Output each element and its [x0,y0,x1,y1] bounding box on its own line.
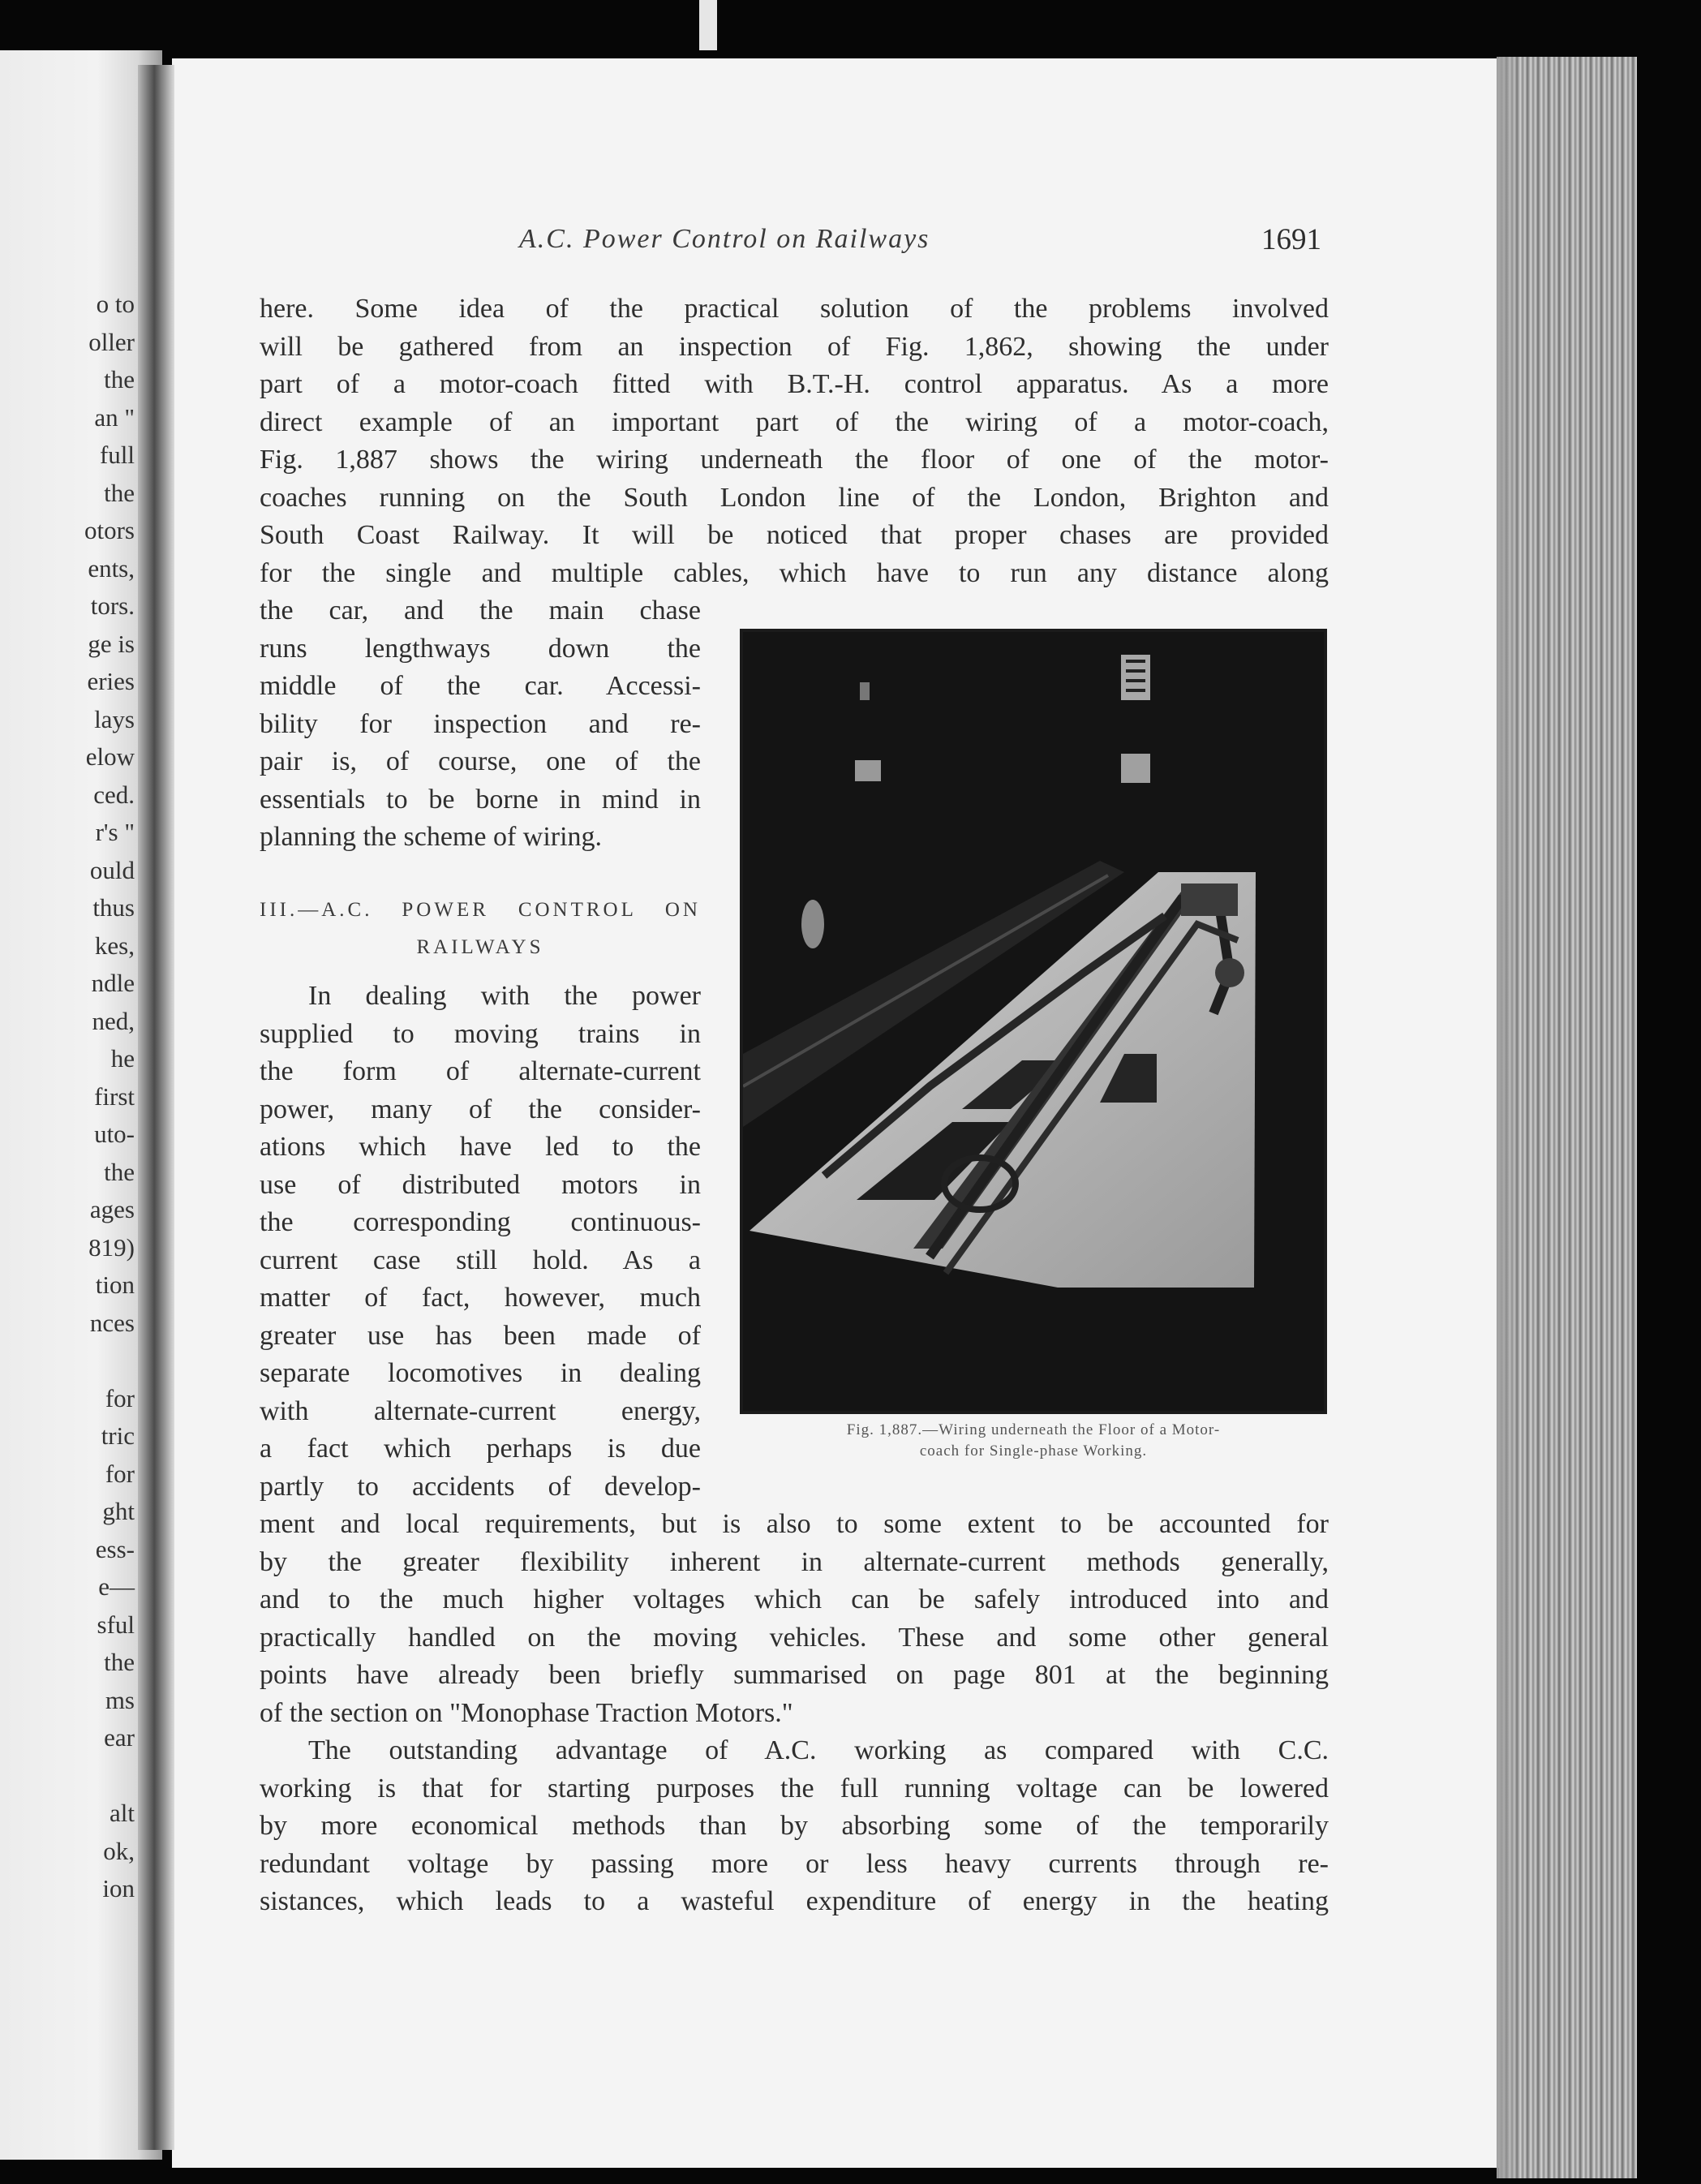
figure-caption: Fig. 1,887.—Wiring underneath the Floor of a Motor- [846,1421,1221,1438]
facing-page-fragment: r's " [95,818,135,846]
facing-page-fragment: he [110,1044,135,1073]
text-line: power, many of the consider- [260,1094,701,1124]
facing-page-fragment: thus [92,893,135,922]
text-line: partly to accidents of develop- [260,1471,701,1502]
facing-page-fragment: for [105,1383,135,1412]
facing-page-fragment: eries [87,667,135,695]
text-line: Fig. 1,887 shows the wiring underneath the floor of one of the motor- [260,445,1329,475]
text-line: a fact which perhaps is due [260,1434,701,1464]
text-line: direct example of an important part of the wiring of a motor-coach, [260,406,1329,437]
facing-page-fragment: nces [89,1308,135,1337]
text-line: by the greater flexibility inherent in alternate-current methods generally, [260,1546,1329,1577]
figure-photograph [740,629,1327,1414]
text-line: points have already been briefly summarised on page 801 at the beginning [260,1660,1329,1690]
facing-page-fragment: o to [96,290,135,318]
text-line: here. Some idea of the practical solution of the problems involved [260,294,1329,324]
text-line: greater use has been made of [260,1320,701,1351]
text-line: ations which have led to the [260,1132,701,1162]
section-heading-continued: RAILWAYS [416,936,544,958]
text-line: bility for inspection and re- [260,708,701,739]
text-line: essentials to be borne in mind in [260,784,701,815]
text-line: with alternate-current energy, [260,1395,701,1426]
text-line: matter of fact, however, much [260,1283,701,1313]
facing-page-fragment: the [104,365,135,393]
book-gutter [138,65,174,2150]
facing-page-fragment: ned, [92,1006,135,1035]
text-line: planning the scheme of wiring. [260,822,603,852]
text-line: ment and local requirements, but is also to some extent to be accounted for [260,1509,1329,1539]
facing-page-fragment: 819) [88,1232,135,1262]
facing-page-fragment: first [94,1081,135,1111]
text-line: of the section on "Monophase Traction Motors." [260,1697,793,1728]
text-line: supplied to moving trains in [260,1018,701,1049]
facing-page-fragment: tors. [90,591,135,620]
text-line: the car, and the main chase [260,595,701,626]
figure-caption-continued: coach for Single-phase Working. [919,1442,1148,1460]
text-line: pair is, of course, one of the [260,746,701,776]
facing-page-fragment: alt [110,1799,135,1827]
page-edge-shadow [1497,57,1521,2178]
text-line: working is that for starting purposes the full running voltage can be lowered [260,1773,1329,1804]
facing-page-fragment: an " [94,402,135,432]
facing-page-fragment: sful [97,1610,135,1639]
facing-page-fragment: ced. [93,780,135,809]
text-line: middle of the car. Accessi- [260,671,701,701]
facing-page-fragment: e— [98,1572,135,1601]
facing-page-fragment: full [99,441,135,469]
facing-page-fragment: the [104,1648,135,1676]
facing-page-fragment: oller [88,327,135,356]
text-line: redundant voltage by passing more or less heavy currents through re- [260,1848,1329,1879]
text-line: runs lengthways down the [260,633,701,664]
facing-page-fragment: ndle [91,969,135,997]
facing-page-fragment: ght [102,1497,135,1525]
facing-page-fragment: ess- [95,1534,135,1563]
text-line: coaches running on the South London line of the London, Brighton and [260,482,1329,513]
text-line: current case still hold. As a [260,1245,701,1275]
text-line: In dealing with the power [308,981,701,1011]
facing-page-fragment: the [104,478,135,507]
facing-page-fragment: ge is [88,629,135,658]
text-line: separate locomotives in dealing [260,1358,701,1388]
text-line: for the single and multiple cables, which have to run any distance along [260,557,1329,588]
facing-page-fragment: the [104,1157,135,1186]
text-line: part of a motor-coach fitted with B.T.-H. control apparatus. As a more [260,369,1329,399]
facing-page-fragment: ages [89,1195,135,1223]
facing-page-fragment: uto- [94,1120,135,1148]
section-heading: III.—A.C. POWER CONTROL ON [260,899,701,921]
facing-page-fragment: lays [94,704,135,733]
page-number: 1691 [1261,223,1321,256]
text-line: and to the much higher voltages which can be safely introduced into and [260,1584,1329,1614]
text-line: practically handled on the moving vehicles. These and some other general [260,1622,1329,1653]
text-line: will be gathered from an inspection of Fig. 1,862, showing the under [260,331,1329,362]
scan-artifact [699,0,717,50]
facing-page-fragment: tion [95,1270,135,1299]
facing-page-fragment: otors [84,516,135,544]
text-line: The outstanding advantage of A.C. working as compared with C.C. [308,1735,1329,1765]
text-line: the corresponding continuous- [260,1207,701,1237]
text-line: use of distributed motors in [260,1169,701,1200]
facing-page-fragment: ok, [103,1836,135,1865]
text-line: sistances, which leads to a wasteful expenditure of energy in the heating [260,1886,1329,1916]
facing-page-fragment: tric [101,1421,135,1450]
text-line: South Coast Railway. It will be noticed that proper chases are provided [260,520,1329,550]
facing-page-fragment: kes, [94,931,135,960]
facing-page-fragment: ms [105,1685,135,1714]
facing-page-fragment: elow [85,742,135,771]
facing-page-fragment: ear [104,1723,135,1752]
text-line: by more economical methods than by absorbing some of the temporarily [260,1811,1329,1841]
motor-coach-floor-wiring-illustration [743,632,1324,1411]
facing-page-fragment: for [105,1459,135,1488]
text-line: the form of alternate-current [260,1056,701,1086]
running-head: A.C. Power Control on Railways [519,224,930,254]
facing-page-fragment: ould [89,855,135,884]
facing-page-fragment: ents, [88,553,135,583]
facing-page-fragment: ion [102,1874,135,1902]
